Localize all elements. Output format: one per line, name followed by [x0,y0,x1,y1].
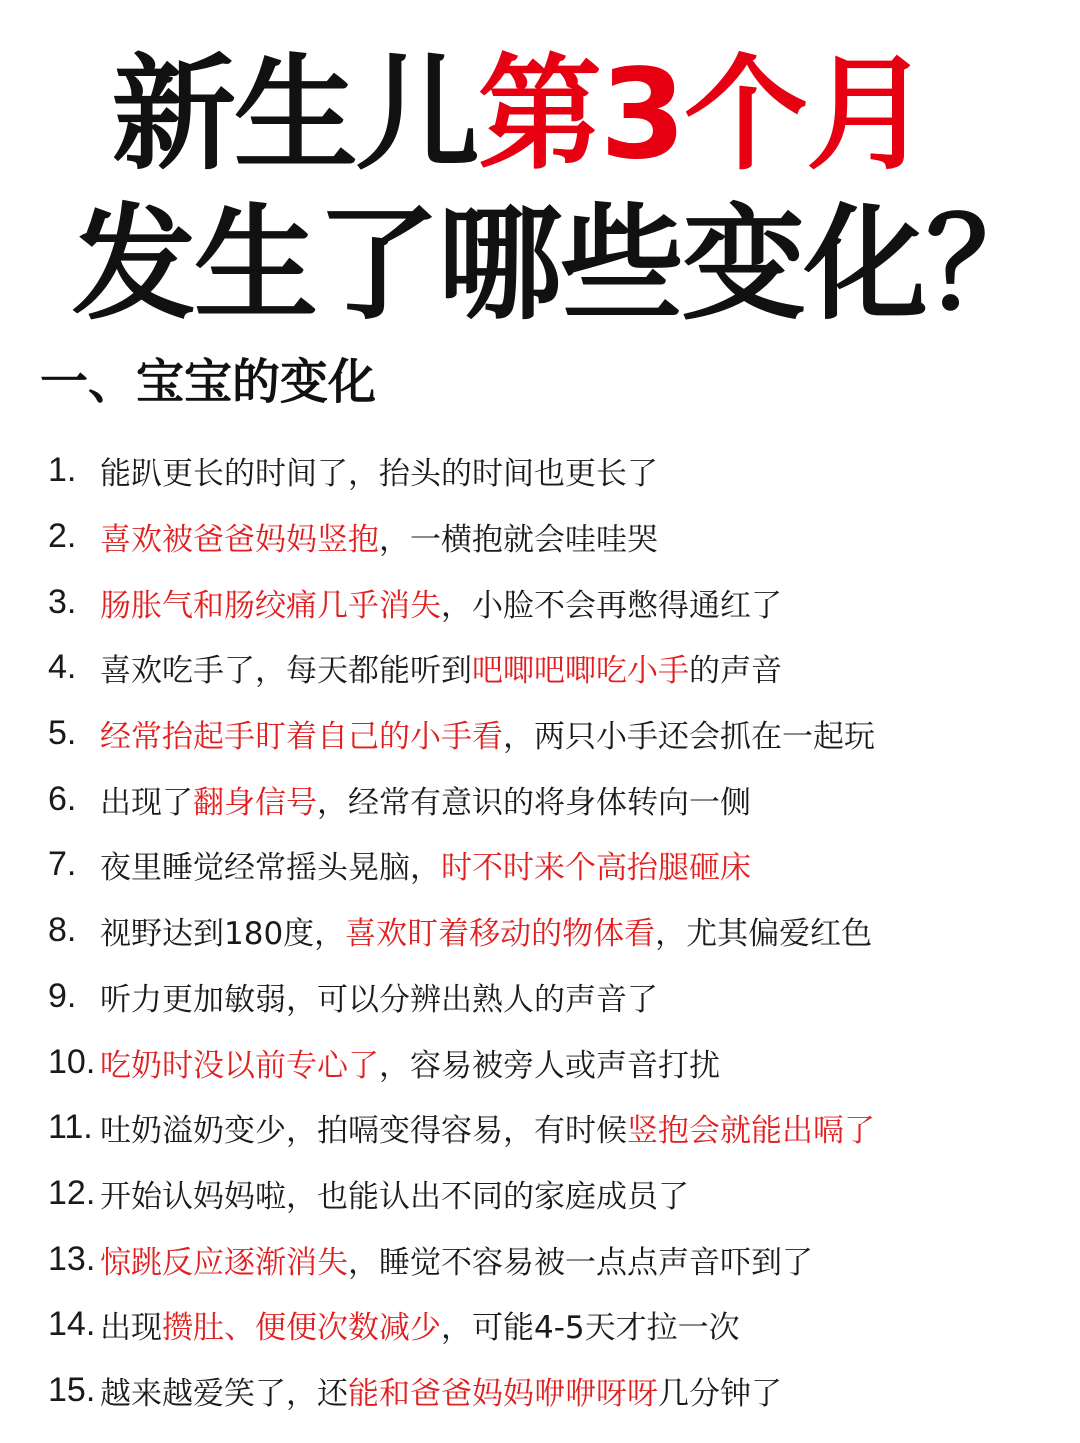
item-text [100,1171,689,1216]
highlight-text: 能和爸爸妈妈咿咿呀呀 [348,1375,658,1412]
list-item [48,438,1058,504]
highlight-text: 喜欢盯着移动的物体看 [345,916,656,953]
item-number: 12. [48,1173,96,1212]
highlight-text: 攒肚、便便次数减少 [162,1310,441,1347]
plain-text: ，可能4-5天才拉一次 [441,1310,740,1347]
item-text [100,580,782,625]
item-number: 3. [48,582,77,621]
item-text [100,448,658,493]
item-text [100,1368,782,1413]
plain-text: 越来越爱笑了，还 [100,1375,348,1412]
list-item [48,964,1058,1030]
item-number: 15. [48,1370,96,1409]
list-item [48,766,1058,832]
highlight-text: 吧唧吧唧吃小手 [472,653,689,690]
item-text [100,777,751,822]
item-number: 14. [48,1305,96,1344]
title-line-1 [0,40,1080,190]
item-text [100,1105,875,1150]
highlight-text: 吃奶时没以前专心了 [100,1047,379,1084]
plain-text: ，两只小手还会抓在一起玩 [503,719,875,756]
highlight-text: 翻身信号 [193,784,317,821]
list-item [48,1358,1058,1424]
item-number: 9. [48,976,77,1015]
list-item [48,504,1058,570]
item-number: 13. [48,1239,96,1278]
plain-text: 听力更加敏弱，可以分辨出熟人的声音了 [100,981,658,1018]
list-item [48,635,1058,701]
plain-text: 出现了 [100,784,193,821]
item-number: 7. [48,845,77,884]
section-heading: 一、宝宝的变化 [40,354,377,410]
item-number: 2. [48,517,77,556]
list-item [48,569,1058,635]
changes-list [48,438,1058,1423]
highlight-text: 喜欢被爸爸妈妈竖抱 [100,522,379,559]
title-black-part: 新生儿 [111,43,478,187]
highlight-text: 肠胀气和肠绞痛几乎消失 [100,587,441,624]
plain-text: 喜欢吃手了，每天都能听到 [100,653,472,690]
list-item [48,1292,1058,1358]
plain-text: ，小脸不会再憋得通红了 [441,587,782,624]
page-title [0,40,1080,340]
plain-text: 能趴更长的时间了，抬头的时间也更长了 [100,456,658,493]
item-text [100,711,875,756]
plain-text: 视野达到180度， [100,916,346,953]
highlight-text: 惊跳反应逐渐消失 [100,1244,348,1281]
plain-text: ，睡觉不容易被一点点声音吓到了 [348,1244,813,1281]
plain-text: 的声音 [689,653,782,690]
plain-text: 开始认妈妈啦，也能认出不同的家庭成员了 [100,1178,689,1215]
highlight-text: 竖抱会就能出嗝了 [627,1113,875,1150]
plain-text: ，容易被旁人或声音打扰 [379,1047,720,1084]
list-item [48,701,1058,767]
item-number: 5. [48,714,77,753]
plain-text: ，一横抱就会哇哇哭 [379,522,658,559]
plain-text: 吐奶溢奶变少，拍嗝变得容易，有时候 [100,1113,627,1150]
item-text [100,908,872,953]
plain-text: 夜里睡觉经常摇头晃脑， [100,850,441,887]
item-text [100,514,658,559]
list-item [48,1029,1058,1095]
item-text [100,1040,720,1085]
plain-text: 几分钟了 [658,1375,782,1412]
plain-text: ，尤其偏爱红色 [655,916,873,953]
highlight-text: 经常抬起手盯着自己的小手看 [100,719,503,756]
item-text [100,1237,813,1282]
item-number: 4. [48,648,77,687]
highlight-text: 时不时来个高抬腿砸床 [441,850,751,887]
item-number: 11. [48,1108,93,1147]
title-line-2: 发生了哪些变化？ [71,193,1048,337]
title-red-part: 第3个月 [477,43,929,187]
list-item [48,898,1058,964]
list-item [48,1161,1058,1227]
item-text [100,645,782,690]
plain-text: 出现 [100,1310,162,1347]
item-number: 10. [48,1042,96,1081]
list-item [48,1095,1058,1161]
plain-text: ，经常有意识的将身体转向一侧 [317,784,751,821]
item-number: 6. [48,779,77,818]
item-number: 1. [48,451,77,490]
list-item [48,832,1058,898]
list-item [48,1226,1058,1292]
item-text [100,842,751,887]
item-text [100,974,658,1019]
item-number: 8. [48,911,77,950]
item-text [100,1302,740,1347]
